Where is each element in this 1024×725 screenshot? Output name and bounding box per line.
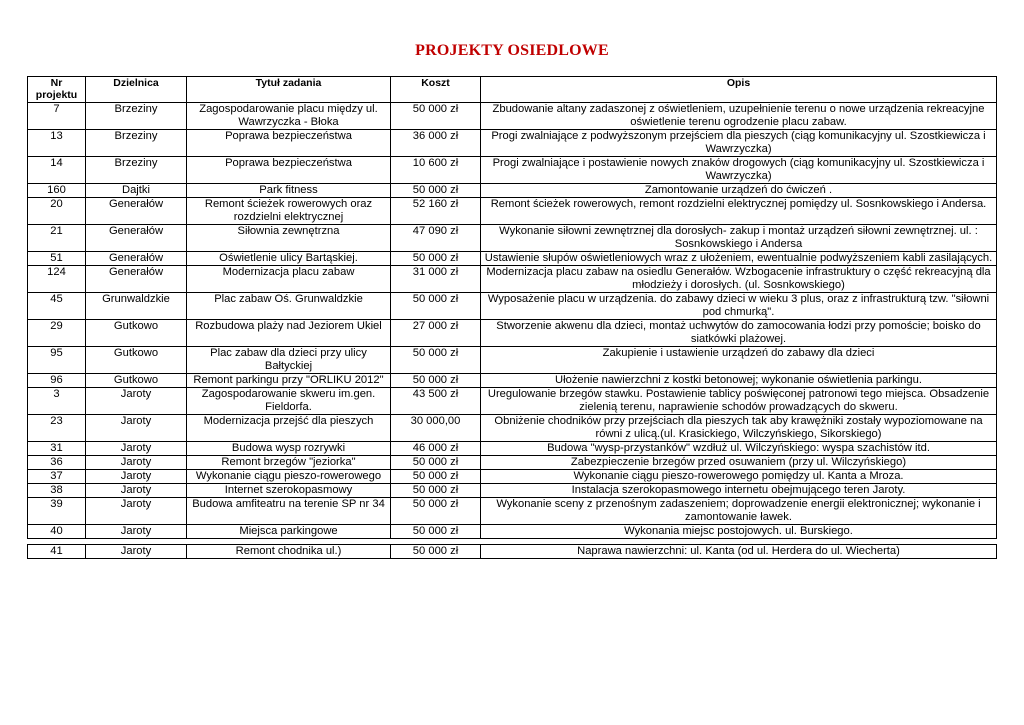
cell-tytul: Siłownia zewnętrzna <box>187 225 391 252</box>
table-row <box>28 103 997 130</box>
cell-tytul: Zagospodarowanie placu między ul. Wawrzyczka - Błoka <box>187 103 391 130</box>
cell-opis: Modernizacja placu zabaw na osiedlu Generałów. Wzbogacenie infrastruktury o część rekreacyjną dla młodzieży i dorosłych. (ul. Sosnkowskiego) <box>481 266 997 293</box>
cell-nr: 38 <box>28 484 86 498</box>
cell-koszt: 30 000,00 <box>391 415 481 442</box>
cell-dzielnica: Jaroty <box>86 484 187 498</box>
cell-dzielnica: Generałów <box>86 198 187 225</box>
cell-koszt: 50 000 zł <box>391 374 481 388</box>
cell-nr: 20 <box>28 198 86 225</box>
cell-opis: Stworzenie akwenu dla dzieci, montaż uchwytów do zamocowania łodzi przy pomoście; boisko do siatkówki plażowej. <box>481 320 997 347</box>
cell-nr: 14 <box>28 157 86 184</box>
cell-nr: 40 <box>28 525 86 539</box>
cell-opis: Ułożenie nawierzchni z kostki betonowej; wykonanie oświetlenia parkingu. <box>481 374 997 388</box>
cell-nr: 7 <box>28 103 86 130</box>
cell-tytul: Rozbudowa plaży nad Jeziorem Ukiel <box>187 320 391 347</box>
cell-dzielnica: Jaroty <box>86 415 187 442</box>
cell-opis: Remont ścieżek rowerowych, remont rozdzielni elektrycznej pomiędzy ul. Sosnkowskiego i Andersa. <box>481 198 997 225</box>
cell-opis: Zbudowanie altany zadaszonej z oświetleniem, uzupełnienie terenu o nowe urządzenia rekreacyjne oświetlenie terenu ogrodzenie placu zabaw. <box>481 103 997 130</box>
cell-opis: Progi zwalniające z podwyższonym przejściem dla pieszych (ciąg komunikacyjny ul. Szostkiewicza i Wawrzyczka) <box>481 130 997 157</box>
cell-opis: Wyposażenie placu w urządzenia. do zabawy dzieci w wieku 3 plus, oraz z infrastrukturą tzw. "siłowni pod chmurką". <box>481 293 997 320</box>
cell-nr: 23 <box>28 415 86 442</box>
header-tytul: Tytuł zadania <box>187 77 391 103</box>
table-row <box>28 484 997 498</box>
cell-opis: Wykonanie ciągu pieszo-rowerowego pomiędzy ul. Kanta a Mroza. <box>481 470 997 484</box>
cell-koszt: 50 000 zł <box>391 470 481 484</box>
cell-nr: 41 <box>28 545 86 559</box>
cell-koszt: 46 000 zł <box>391 442 481 456</box>
header-opis: Opis <box>481 77 997 103</box>
cell-tytul: Park fitness <box>187 184 391 198</box>
cell-tytul: Plac zabaw Oś. Grunwaldzkie <box>187 293 391 320</box>
cell-nr: 31 <box>28 442 86 456</box>
cell-koszt: 50 000 zł <box>391 252 481 266</box>
cell-tytul: Oświetlenie ulicy Bartąskiej. <box>187 252 391 266</box>
cell-tytul: Miejsca parkingowe <box>187 525 391 539</box>
cell-tytul: Remont parkingu przy "ORLIKU 2012" <box>187 374 391 388</box>
cell-koszt: 52 160 zł <box>391 198 481 225</box>
table-row <box>28 225 997 252</box>
cell-koszt: 50 000 zł <box>391 456 481 470</box>
cell-koszt: 36 000 zł <box>391 130 481 157</box>
header-dzielnica: Dzielnica <box>86 77 187 103</box>
cell-dzielnica: Gutkowo <box>86 320 187 347</box>
cell-dzielnica: Brzeziny <box>86 130 187 157</box>
cell-dzielnica: Jaroty <box>86 545 187 559</box>
cell-koszt: 50 000 zł <box>391 484 481 498</box>
cell-koszt: 10 600 zł <box>391 157 481 184</box>
cell-nr: 45 <box>28 293 86 320</box>
cell-koszt: 50 000 zł <box>391 498 481 525</box>
cell-tytul: Wykonanie ciągu pieszo-rowerowego <box>187 470 391 484</box>
cell-dzielnica: Brzeziny <box>86 157 187 184</box>
table-row <box>28 498 997 525</box>
cell-nr: 51 <box>28 252 86 266</box>
cell-nr: 39 <box>28 498 86 525</box>
table-row <box>28 470 997 484</box>
cell-tytul: Remont ścieżek rowerowych oraz rozdzielni elektrycznej <box>187 198 391 225</box>
cell-tytul: Poprawa bezpieczeństwa <box>187 157 391 184</box>
cell-dzielnica: Jaroty <box>86 442 187 456</box>
cell-dzielnica: Generałów <box>86 225 187 252</box>
table-row <box>28 184 997 198</box>
cell-opis: Zakupienie i ustawienie urządzeń do zabawy dla dzieci <box>481 347 997 374</box>
cell-dzielnica: Grunwaldzkie <box>86 293 187 320</box>
cell-dzielnica: Brzeziny <box>86 103 187 130</box>
page-title: PROJEKTY OSIEDLOWE <box>415 42 609 59</box>
cell-tytul: Modernizacja przejść dla pieszych <box>187 415 391 442</box>
cell-tytul: Budowa amfiteatru na terenie SP nr 34 <box>187 498 391 525</box>
table-row <box>28 415 997 442</box>
cell-dzielnica: Generałów <box>86 252 187 266</box>
header-nr: Nr projektu <box>28 77 86 103</box>
table-row <box>28 198 997 225</box>
cell-opis: Budowa "wysp-przystanków" wzdłuż ul. Wilczyńskiego: wyspa szachistów itd. <box>481 442 997 456</box>
cell-dzielnica: Jaroty <box>86 498 187 525</box>
table-row <box>28 252 997 266</box>
cell-nr: 124 <box>28 266 86 293</box>
cell-dzielnica: Gutkowo <box>86 374 187 388</box>
cell-opis: Obniżenie chodników przy przejściach dla pieszych tak aby krawężniki zostały wypoziomowane na równi z ulicą.(ul. Krasickiego, Wilczyńskiego, Sikorskiego) <box>481 415 997 442</box>
table-row <box>28 545 997 559</box>
cell-nr: 160 <box>28 184 86 198</box>
cell-dzielnica: Gutkowo <box>86 347 187 374</box>
cell-opis: Zamontowanie urządzeń do ćwiczeń . <box>481 184 997 198</box>
table-row <box>28 130 997 157</box>
cell-nr: 96 <box>28 374 86 388</box>
cell-tytul: Remont brzegów "jeziorka" <box>187 456 391 470</box>
cell-koszt: 43 500 zł <box>391 388 481 415</box>
cell-dzielnica: Jaroty <box>86 525 187 539</box>
cell-koszt: 27 000 zł <box>391 320 481 347</box>
cell-opis: Progi zwalniające i postawienie nowych znaków drogowych (ciąg komunikacyjny ul. Szostkiewicza i Wawrzyczka) <box>481 157 997 184</box>
cell-opis: Wykonanie sceny z przenośnym zadaszeniem; doprowadzenie energii elektronicznej; wykonanie i zamontowanie ławek. <box>481 498 997 525</box>
cell-dzielnica: Dajtki <box>86 184 187 198</box>
table-row <box>28 266 997 293</box>
cell-koszt: 50 000 zł <box>391 184 481 198</box>
cell-nr: 13 <box>28 130 86 157</box>
cell-koszt: 50 000 zł <box>391 293 481 320</box>
cell-nr: 36 <box>28 456 86 470</box>
cell-opis: Wykonanie siłowni zewnętrznej dla dorosłych- zakup i montaż urządzeń siłowni zewnętrznej. ul. : Sosnkowskiego i Andersa <box>481 225 997 252</box>
table-row <box>28 388 997 415</box>
table-row <box>28 442 997 456</box>
table-row <box>28 374 997 388</box>
cell-tytul: Remont chodnika ul.) <box>187 545 391 559</box>
cell-nr: 37 <box>28 470 86 484</box>
table-body <box>28 103 997 559</box>
cell-nr: 3 <box>28 388 86 415</box>
cell-koszt: 31 000 zł <box>391 266 481 293</box>
cell-tytul: Budowa wysp rozrywki <box>187 442 391 456</box>
table-row <box>28 320 997 347</box>
cell-koszt: 50 000 zł <box>391 103 481 130</box>
cell-opis: Naprawa nawierzchni: ul. Kanta (od ul. Herdera do ul. Wiecherta) <box>481 545 997 559</box>
cell-tytul: Zagospodarowanie skweru im.gen. Fieldorfa. <box>187 388 391 415</box>
cell-koszt: 47 090 zł <box>391 225 481 252</box>
cell-opis: Ustawienie słupów oświetleniowych wraz z ułożeniem, ewentualnie podwyższeniem kabli zasilających. <box>481 252 997 266</box>
cell-opis: Instalacja szerokopasmowego internetu obejmującego teren Jaroty. <box>481 484 997 498</box>
table-header-row <box>28 77 997 103</box>
cell-tytul: Plac zabaw dla dzieci przy ulicy Bałtyckiej <box>187 347 391 374</box>
cell-tytul: Modernizacja placu zabaw <box>187 266 391 293</box>
cell-nr: 21 <box>28 225 86 252</box>
cell-tytul: Internet szerokopasmowy <box>187 484 391 498</box>
cell-nr: 29 <box>28 320 86 347</box>
table-row <box>28 157 997 184</box>
table-row <box>28 456 997 470</box>
cell-opis: Zabezpieczenie brzegów przed osuwaniem (przy ul. Wilczyńskiego) <box>481 456 997 470</box>
table-row <box>28 293 997 320</box>
cell-koszt: 50 000 zł <box>391 525 481 539</box>
projects-table <box>27 76 997 559</box>
table-row <box>28 525 997 539</box>
cell-opis: Wykonania miejsc postojowych. ul. Burskiego. <box>481 525 997 539</box>
cell-opis: Uregulowanie brzegów stawku. Postawienie tablicy poświęconej patronowi tego miejsca. Obsadzenie zielenią terenu, naprawienie schodów prowadzących do skweru. <box>481 388 997 415</box>
table-row <box>28 347 997 374</box>
header-koszt: Koszt <box>391 77 481 103</box>
cell-koszt: 50 000 zł <box>391 347 481 374</box>
cell-nr: 95 <box>28 347 86 374</box>
cell-koszt: 50 000 zł <box>391 545 481 559</box>
cell-dzielnica: Jaroty <box>86 388 187 415</box>
cell-dzielnica: Jaroty <box>86 456 187 470</box>
cell-dzielnica: Generałów <box>86 266 187 293</box>
cell-dzielnica: Jaroty <box>86 470 187 484</box>
cell-tytul: Poprawa bezpieczeństwa <box>187 130 391 157</box>
